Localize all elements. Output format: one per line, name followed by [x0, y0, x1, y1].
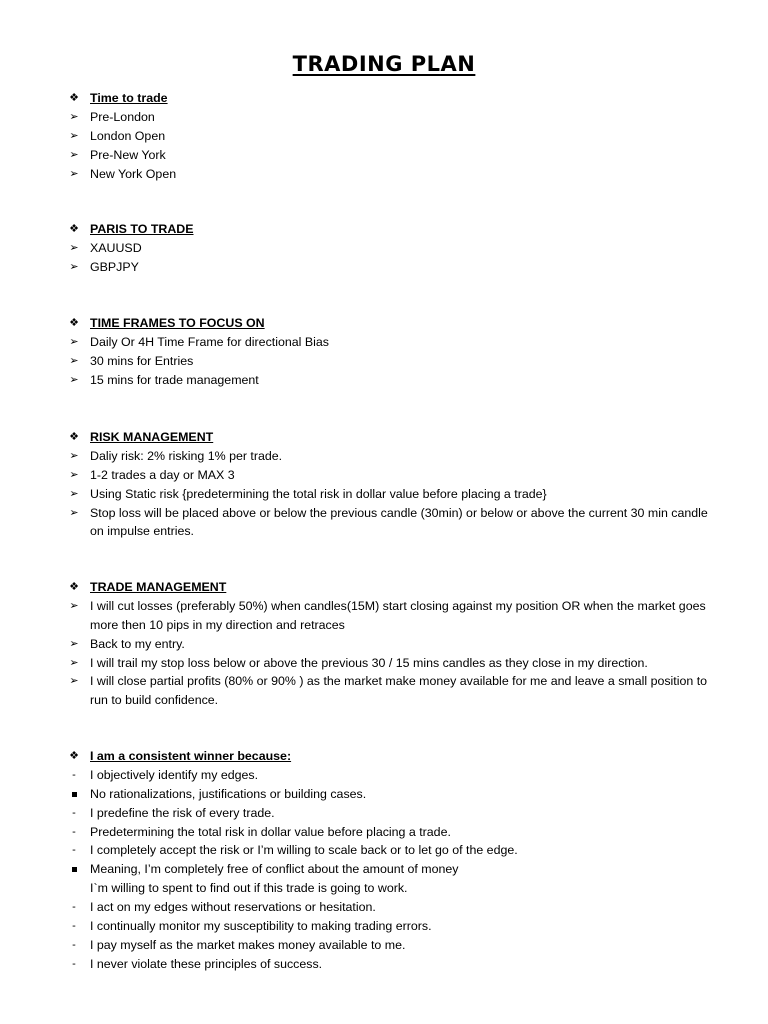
list-item: ➢ I will cut losses (preferably 50%) when candles(15M) start closing against my position OR when the market goes	[0, 597, 768, 616]
list-item: ➢ 1-2 trades a day or MAX 3	[0, 466, 768, 485]
dash-bullet-icon: -	[72, 957, 76, 970]
list-item: ➢ Using Static risk {predetermining the total risk in dollar value before placing a trade}	[0, 485, 768, 504]
list-item: - I pay myself as the market makes money available to me.	[0, 936, 768, 955]
square-bullet-icon	[68, 860, 80, 879]
section-time-to-trade	[0, 89, 768, 183]
section-heading: ❖ Time to trade	[0, 89, 768, 108]
dash-bullet-icon: -	[72, 920, 76, 933]
list-item-continuation: I`m willing to spent to find out if this trade is going to work.	[90, 881, 408, 896]
diamond-bullet-icon: ❖	[69, 431, 79, 443]
list-item: - I act on my edges without reservations or hesitation.	[0, 898, 768, 917]
section-risk-management	[0, 428, 768, 541]
arrow-bullet-icon: ➢	[69, 354, 79, 367]
list-item: - I completely accept the risk or I’m willing to scale back or to let go of the edge.	[0, 841, 768, 860]
dash-bullet-icon: -	[72, 768, 76, 781]
arrow-bullet-icon: ➢	[69, 487, 79, 500]
list-item: Meaning, I’m completely free of conflict about the amount of money	[0, 860, 768, 879]
arrow-bullet-icon: ➢	[69, 675, 79, 688]
diamond-bullet-icon: ❖	[69, 92, 79, 104]
arrow-bullet-icon: ➢	[69, 599, 79, 612]
list-item: ➢ Pre-New York	[0, 146, 768, 165]
arrow-bullet-icon: ➢	[69, 656, 79, 669]
arrow-bullet-icon: ➢	[69, 260, 79, 273]
list-item: ➢ Pre-London	[0, 108, 768, 127]
list-item: ➢ Back to my entry.	[0, 635, 768, 654]
list-item: ➢ I will close partial profits (80% or 90% ) as the market make money available for me and leave a small position to	[0, 672, 768, 691]
list-item: ➢ 15 mins for trade management	[0, 371, 768, 390]
list-item: No rationalizations, justifications or building cases.	[0, 785, 768, 804]
list-item: - I never violate these principles of success.	[0, 955, 768, 974]
list-item: ➢ 30 mins for Entries	[0, 352, 768, 371]
page-title: TRADING PLAN	[292, 52, 476, 76]
list-item-continuation: on impulse entries.	[90, 524, 194, 539]
list-item: ➢ Daliy risk: 2% risking 1% per trade.	[0, 447, 768, 466]
arrow-bullet-icon: ➢	[69, 241, 79, 254]
arrow-bullet-icon: ➢	[69, 167, 79, 180]
list-item: - I continually monitor my susceptibility to making trading errors.	[0, 917, 768, 936]
arrow-bullet-icon: ➢	[69, 148, 79, 161]
list-item: ➢ New York Open	[0, 165, 768, 184]
dash-bullet-icon: -	[72, 825, 76, 838]
list-item: ➢ I will trail my stop loss below or above the previous 30 / 15 mins candles as they close in my direction.	[0, 654, 768, 673]
list-item-continuation: more then 10 pips in my direction and retraces	[90, 617, 345, 632]
diamond-bullet-icon: ❖	[69, 223, 79, 235]
diamond-bullet-icon: ❖	[69, 317, 79, 329]
section-heading: ❖ TRADE MANAGEMENT	[0, 578, 768, 597]
dash-bullet-icon: -	[72, 938, 76, 951]
list-item: ➢ London Open	[0, 127, 768, 146]
list-item: ➢ GBPJPY	[0, 258, 768, 277]
arrow-bullet-icon: ➢	[69, 110, 79, 123]
section-heading: ❖ PARIS TO TRADE	[0, 220, 768, 239]
diamond-bullet-icon: ❖	[69, 581, 79, 593]
section-time-frames	[0, 314, 768, 390]
list-item: - I predefine the risk of every trade.	[0, 804, 768, 823]
diamond-bullet-icon: ❖	[69, 750, 79, 762]
arrow-bullet-icon: ➢	[69, 129, 79, 142]
section-consistent-winner	[0, 747, 768, 974]
arrow-bullet-icon: ➢	[69, 335, 79, 348]
list-item: ➢ Daily Or 4H Time Frame for directional Bias	[0, 333, 768, 352]
arrow-bullet-icon: ➢	[69, 506, 79, 519]
section-heading: ❖ RISK MANAGEMENT	[0, 428, 768, 447]
section-heading: ❖ TIME FRAMES TO FOCUS ON	[0, 314, 768, 333]
section-heading: ❖ I am a consistent winner because:	[0, 747, 768, 766]
list-item: - I objectively identify my edges.	[0, 766, 768, 785]
dash-bullet-icon: -	[72, 844, 76, 857]
arrow-bullet-icon: ➢	[69, 468, 79, 481]
square-bullet-icon	[68, 785, 80, 804]
dash-bullet-icon: -	[72, 901, 76, 914]
list-item: - Predetermining the total risk in dollar value before placing a trade.	[0, 823, 768, 842]
section-paris-to-trade	[0, 220, 768, 277]
arrow-bullet-icon: ➢	[69, 637, 79, 650]
list-item: ➢ Stop loss will be placed above or below the previous candle (30min) or below or above the current 30 min candle	[0, 504, 768, 523]
list-item: ➢ XAUUSD	[0, 239, 768, 258]
list-item-continuation: run to build confidence.	[90, 693, 219, 708]
arrow-bullet-icon: ➢	[69, 449, 79, 462]
section-trade-management	[0, 578, 768, 710]
arrow-bullet-icon: ➢	[69, 373, 79, 386]
dash-bullet-icon: -	[72, 806, 76, 819]
